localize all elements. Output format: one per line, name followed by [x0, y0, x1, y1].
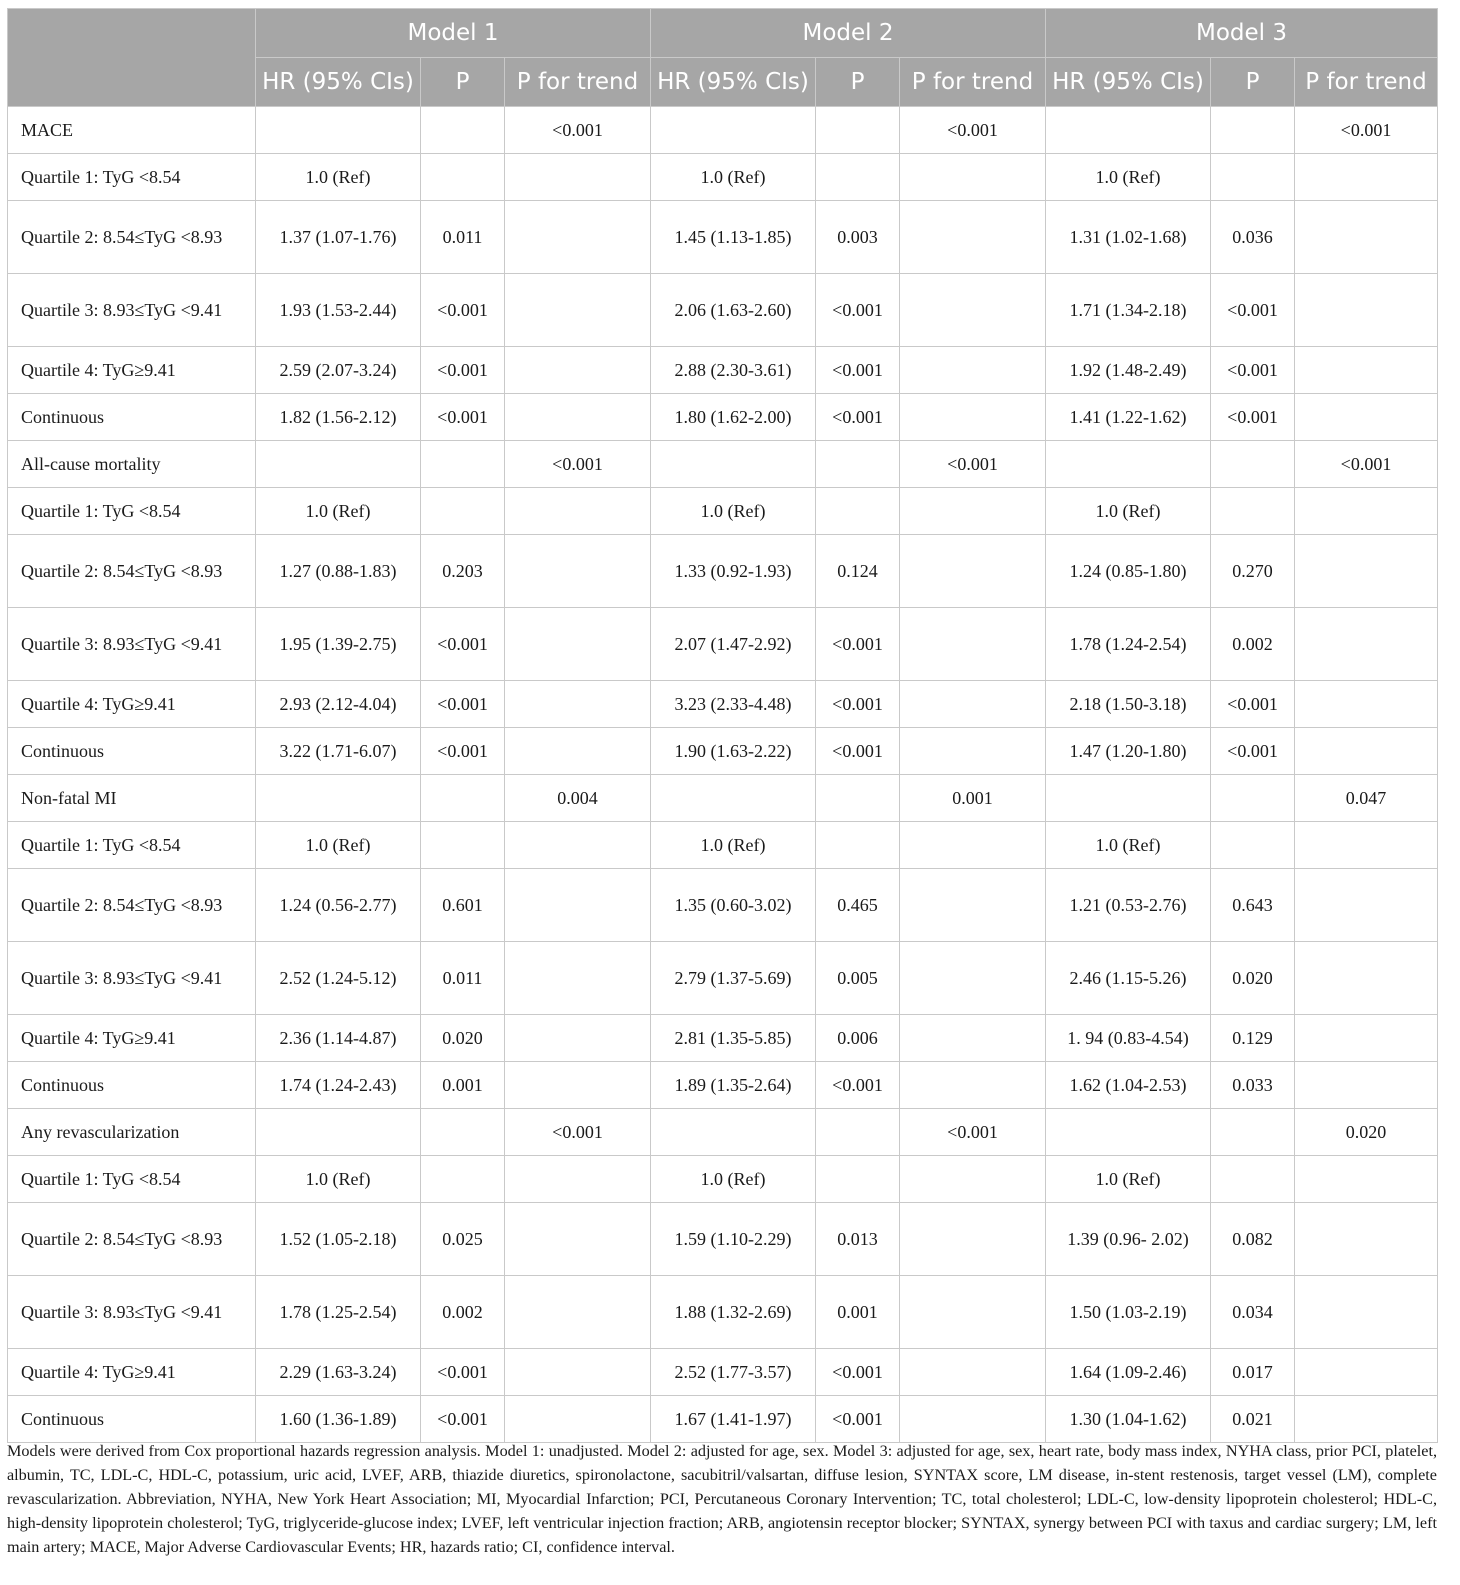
p-trend-cell — [505, 1203, 651, 1276]
p-trend-cell — [505, 1349, 651, 1396]
row-label: Quartile 2: 8.54≤TyG <8.93 — [8, 535, 256, 608]
p-value-cell: 0.034 — [1211, 1276, 1295, 1349]
hr-ci-cell: 1.92 (1.48-2.49) — [1046, 347, 1211, 394]
p-value-cell — [816, 107, 900, 154]
row-label: Quartile 3: 8.93≤TyG <9.41 — [8, 942, 256, 1015]
p-trend-cell — [505, 535, 651, 608]
row-label: Quartile 1: TyG <8.54 — [8, 488, 256, 535]
p-value-cell — [1211, 1109, 1295, 1156]
hr-ci-cell: 1.0 (Ref) — [256, 1156, 421, 1203]
p-trend-cell — [1295, 1203, 1438, 1276]
p-trend-cell — [900, 1276, 1046, 1349]
row-label-header — [8, 9, 256, 107]
p-value-cell — [1211, 822, 1295, 869]
p-value-cell — [421, 775, 505, 822]
hr-ci-cell: 1.88 (1.32-2.69) — [651, 1276, 816, 1349]
p-value-cell: 0.124 — [816, 535, 900, 608]
hr-ci-cell: 1.30 (1.04-1.62) — [1046, 1396, 1211, 1443]
p-value-cell: 0.082 — [1211, 1203, 1295, 1276]
hr-ci-cell: 1.0 (Ref) — [256, 154, 421, 201]
p-value-cell — [421, 1109, 505, 1156]
p-value-cell: <0.001 — [421, 1349, 505, 1396]
row-label: Any revascularization — [8, 1109, 256, 1156]
p-trend-cell — [505, 201, 651, 274]
hr-ci-cell: 1.39 (0.96- 2.02) — [1046, 1203, 1211, 1276]
p-value-cell: 0.011 — [421, 201, 505, 274]
p-value-cell — [421, 154, 505, 201]
p-value-cell — [421, 488, 505, 535]
hr-ci-cell — [256, 1109, 421, 1156]
row-label: Continuous — [8, 1396, 256, 1443]
hr-ci-cell: 1.0 (Ref) — [651, 1156, 816, 1203]
p-trend-cell — [1295, 154, 1438, 201]
hr-ci-cell: 1.95 (1.39-2.75) — [256, 608, 421, 681]
hr-ci-cell: 2.46 (1.15-5.26) — [1046, 942, 1211, 1015]
hazard-ratio-table — [7, 8, 1438, 1443]
table-row — [8, 201, 1438, 274]
table-row — [8, 608, 1438, 681]
model-header: Model 3 — [1046, 9, 1438, 58]
p-trend-cell: <0.001 — [505, 107, 651, 154]
p-trend-cell — [900, 1396, 1046, 1443]
hr-ci-cell: 2.18 (1.50-3.18) — [1046, 681, 1211, 728]
hr-ci-cell: 1.60 (1.36-1.89) — [256, 1396, 421, 1443]
table-row — [8, 1276, 1438, 1349]
p-trend-cell — [900, 1349, 1046, 1396]
row-label: Quartile 2: 8.54≤TyG <8.93 — [8, 201, 256, 274]
p-trend-cell — [1295, 201, 1438, 274]
p-value-cell: 0.025 — [421, 1203, 505, 1276]
hr-ci-cell: 1.21 (0.53-2.76) — [1046, 869, 1211, 942]
p-trend-cell: <0.001 — [505, 441, 651, 488]
p-value-cell: 0.013 — [816, 1203, 900, 1276]
hr-ci-cell: 1.59 (1.10-2.29) — [651, 1203, 816, 1276]
hr-ci-cell: 1.33 (0.92-1.93) — [651, 535, 816, 608]
p-trend-cell — [900, 942, 1046, 1015]
p-trend-cell: <0.001 — [900, 441, 1046, 488]
hr-ci-cell: 1.45 (1.13-1.85) — [651, 201, 816, 274]
hr-ci-cell: 1.27 (0.88-1.83) — [256, 535, 421, 608]
p-trend-cell: 0.001 — [900, 775, 1046, 822]
p-value-cell: 0.005 — [816, 942, 900, 1015]
hr-ci-cell: 1.62 (1.04-2.53) — [1046, 1062, 1211, 1109]
table-row — [8, 1156, 1438, 1203]
hr-ci-cell — [651, 775, 816, 822]
p-trend-cell — [900, 1015, 1046, 1062]
p-trend-cell — [1295, 942, 1438, 1015]
p-value-cell — [816, 1156, 900, 1203]
p-trend-cell: 0.047 — [1295, 775, 1438, 822]
p-value-cell: <0.001 — [421, 394, 505, 441]
row-label: Quartile 4: TyG≥9.41 — [8, 1349, 256, 1396]
hr-ci-cell: 2.93 (2.12-4.04) — [256, 681, 421, 728]
p-trend-cell — [1295, 1015, 1438, 1062]
p-value-cell: 0.002 — [421, 1276, 505, 1349]
row-label: Continuous — [8, 728, 256, 775]
table-row — [8, 869, 1438, 942]
p-trend-cell — [900, 535, 1046, 608]
table-row — [8, 1062, 1438, 1109]
p-trend-cell: <0.001 — [505, 1109, 651, 1156]
hr-ci-cell — [651, 1109, 816, 1156]
p-value-cell: <0.001 — [421, 1396, 505, 1443]
hr-ci-cell — [1046, 775, 1211, 822]
table-row — [8, 681, 1438, 728]
p-value-cell — [1211, 488, 1295, 535]
hr-ci-cell: 1.24 (0.56-2.77) — [256, 869, 421, 942]
p-trend-cell — [1295, 869, 1438, 942]
p-trend-header: P for trend — [505, 58, 651, 107]
p-value-cell: <0.001 — [1211, 274, 1295, 347]
row-label: Continuous — [8, 1062, 256, 1109]
hr-ci-cell — [1046, 107, 1211, 154]
p-trend-cell — [900, 394, 1046, 441]
hr-ci-header: HR (95% CIs) — [1046, 58, 1211, 107]
p-value-cell: 0.036 — [1211, 201, 1295, 274]
p-trend-cell — [1295, 488, 1438, 535]
p-value-cell — [1211, 775, 1295, 822]
p-trend-cell — [505, 1015, 651, 1062]
hr-ci-cell: 2.52 (1.77-3.57) — [651, 1349, 816, 1396]
table-body — [8, 107, 1438, 1443]
p-value-cell: <0.001 — [421, 681, 505, 728]
hr-ci-cell — [256, 441, 421, 488]
row-label: Quartile 4: TyG≥9.41 — [8, 347, 256, 394]
table-footnote: Models were derived from Cox proportional hazards regression analysis. Model 1: unadjusted. Model 2: adjusted for age, sex. Model 3: adjusted for age, sex, heart rate, body mass index, NYHA class, prior PCI, platelet, albumin, TC, LDL-C, HDL-C, potassium, uric acid, LVEF, ARB, thiazide diuretics, spironolactone, sacubitril/valsartan, diffuse lesion, SYNTAX score, LM disease, in-stent restenosis, target vessel (LM), complete revascularization. Abbreviation, NYHA, New York Heart Association; MI, Myocardial Infarction; PCI, Percutaneous Coronary Intervention; TC, total cholesterol; LDL-C, low-density lipoprotein cholesterol; HDL-C, high-density lipoprotein cholesterol; TyG, triglyceride-glucose index; LVEF, left ventricular injection fraction; ARB, angiotensin receptor blocker; SYNTAX, synergy between PCI with taxus and cardiac surgery; LM, left main artery; MACE, Major Adverse Cardiovascular Events; HR, hazards ratio; CI, confidence interval. — [7, 1442, 1437, 1556]
p-value-cell: <0.001 — [816, 1062, 900, 1109]
p-trend-cell — [1295, 1349, 1438, 1396]
hr-ci-cell: 2.07 (1.47-2.92) — [651, 608, 816, 681]
hr-ci-cell: 1.67 (1.41-1.97) — [651, 1396, 816, 1443]
table-row — [8, 441, 1438, 488]
p-trend-cell — [1295, 1156, 1438, 1203]
p-trend-cell — [505, 869, 651, 942]
model-header: Model 1 — [256, 9, 651, 58]
p-trend-cell — [1295, 535, 1438, 608]
hr-ci-cell: 1.82 (1.56-2.12) — [256, 394, 421, 441]
table-row — [8, 1203, 1438, 1276]
hr-ci-cell: 1.0 (Ref) — [256, 822, 421, 869]
hr-ci-cell: 2.06 (1.63-2.60) — [651, 274, 816, 347]
table-row — [8, 822, 1438, 869]
p-value-cell — [1211, 107, 1295, 154]
table-row — [8, 488, 1438, 535]
p-trend-cell — [1295, 681, 1438, 728]
p-trend-cell — [505, 1156, 651, 1203]
hr-ci-cell: 1.64 (1.09-2.46) — [1046, 1349, 1211, 1396]
p-trend-cell — [505, 728, 651, 775]
p-value-cell: 0.203 — [421, 535, 505, 608]
hr-ci-cell: 2.79 (1.37-5.69) — [651, 942, 816, 1015]
p-trend-cell — [505, 822, 651, 869]
hr-ci-cell: 1.41 (1.22-1.62) — [1046, 394, 1211, 441]
p-trend-cell — [505, 274, 651, 347]
p-trend-cell — [505, 1062, 651, 1109]
p-trend-header: P for trend — [900, 58, 1046, 107]
p-trend-cell — [900, 681, 1046, 728]
table-row — [8, 1015, 1438, 1062]
p-value-cell: <0.001 — [1211, 681, 1295, 728]
p-trend-cell — [505, 942, 651, 1015]
p-value-cell: 0.001 — [421, 1062, 505, 1109]
hr-ci-cell: 1.35 (0.60-3.02) — [651, 869, 816, 942]
p-value-cell: 0.465 — [816, 869, 900, 942]
p-value-cell: 0.021 — [1211, 1396, 1295, 1443]
row-label: Quartile 3: 8.93≤TyG <9.41 — [8, 274, 256, 347]
hr-ci-header: HR (95% CIs) — [256, 58, 421, 107]
p-header: P — [1211, 58, 1295, 107]
p-value-cell: 0.033 — [1211, 1062, 1295, 1109]
hr-ci-cell — [651, 441, 816, 488]
p-trend-cell — [505, 681, 651, 728]
hr-ci-cell: 1.37 (1.07-1.76) — [256, 201, 421, 274]
hr-ci-cell: 1.0 (Ref) — [1046, 488, 1211, 535]
table-row — [8, 775, 1438, 822]
table-row — [8, 1396, 1438, 1443]
hr-ci-cell — [256, 775, 421, 822]
hr-ci-cell: 1. 94 (0.83-4.54) — [1046, 1015, 1211, 1062]
p-value-cell: 0.017 — [1211, 1349, 1295, 1396]
row-label: Non-fatal MI — [8, 775, 256, 822]
p-trend-cell — [505, 154, 651, 201]
hr-ci-cell: 2.88 (2.30-3.61) — [651, 347, 816, 394]
p-value-cell: 0.001 — [816, 1276, 900, 1349]
model-header: Model 2 — [651, 9, 1046, 58]
table-row — [8, 274, 1438, 347]
hr-ci-header: HR (95% CIs) — [651, 58, 816, 107]
row-label: Quartile 4: TyG≥9.41 — [8, 1015, 256, 1062]
p-value-cell: <0.001 — [816, 728, 900, 775]
table-row — [8, 728, 1438, 775]
hr-ci-cell: 1.78 (1.25-2.54) — [256, 1276, 421, 1349]
p-value-cell — [816, 488, 900, 535]
model-header-row — [8, 9, 1438, 58]
table-row — [8, 394, 1438, 441]
hr-ci-cell: 1.0 (Ref) — [651, 154, 816, 201]
p-trend-cell — [900, 1203, 1046, 1276]
p-value-cell: <0.001 — [816, 681, 900, 728]
p-value-cell — [816, 822, 900, 869]
p-trend-cell — [1295, 1396, 1438, 1443]
p-trend-cell — [505, 1396, 651, 1443]
p-value-cell: 0.601 — [421, 869, 505, 942]
p-trend-cell — [1295, 822, 1438, 869]
p-value-cell: 0.020 — [1211, 942, 1295, 1015]
hr-ci-cell: 2.29 (1.63-3.24) — [256, 1349, 421, 1396]
p-trend-cell — [900, 822, 1046, 869]
results-table-container — [7, 8, 1437, 1443]
p-trend-cell — [900, 274, 1046, 347]
p-header: P — [421, 58, 505, 107]
p-value-cell — [816, 441, 900, 488]
p-trend-cell — [505, 347, 651, 394]
p-value-cell — [421, 1156, 505, 1203]
hr-ci-cell: 1.80 (1.62-2.00) — [651, 394, 816, 441]
p-trend-cell: 0.020 — [1295, 1109, 1438, 1156]
p-value-cell: <0.001 — [1211, 347, 1295, 394]
hr-ci-cell: 1.0 (Ref) — [651, 822, 816, 869]
p-trend-cell — [900, 608, 1046, 681]
p-trend-cell — [1295, 1062, 1438, 1109]
p-value-cell — [1211, 441, 1295, 488]
p-trend-cell — [505, 394, 651, 441]
p-trend-cell — [900, 488, 1046, 535]
p-trend-cell — [1295, 728, 1438, 775]
row-label: All-cause mortality — [8, 441, 256, 488]
row-label: Quartile 2: 8.54≤TyG <8.93 — [8, 869, 256, 942]
p-trend-cell — [900, 1062, 1046, 1109]
p-trend-cell — [900, 1156, 1046, 1203]
hr-ci-cell: 2.36 (1.14-4.87) — [256, 1015, 421, 1062]
hr-ci-cell: 1.0 (Ref) — [1046, 1156, 1211, 1203]
p-trend-cell: <0.001 — [1295, 441, 1438, 488]
p-value-cell: 0.129 — [1211, 1015, 1295, 1062]
p-value-cell: <0.001 — [421, 347, 505, 394]
hr-ci-cell: 1.0 (Ref) — [256, 488, 421, 535]
table-row — [8, 347, 1438, 394]
p-trend-cell — [900, 869, 1046, 942]
p-value-cell: <0.001 — [421, 274, 505, 347]
row-label: Quartile 1: TyG <8.54 — [8, 1156, 256, 1203]
p-value-cell: 0.006 — [816, 1015, 900, 1062]
hr-ci-cell: 1.93 (1.53-2.44) — [256, 274, 421, 347]
hr-ci-cell: 1.0 (Ref) — [651, 488, 816, 535]
p-value-cell: 0.003 — [816, 201, 900, 274]
hr-ci-cell: 1.0 (Ref) — [1046, 154, 1211, 201]
p-value-cell — [816, 154, 900, 201]
p-trend-cell — [1295, 608, 1438, 681]
row-label: Quartile 3: 8.93≤TyG <9.41 — [8, 1276, 256, 1349]
p-value-cell — [421, 822, 505, 869]
p-trend-cell — [1295, 1276, 1438, 1349]
p-value-cell: <0.001 — [816, 394, 900, 441]
p-value-cell: 0.020 — [421, 1015, 505, 1062]
p-value-cell: <0.001 — [421, 608, 505, 681]
row-label: Quartile 1: TyG <8.54 — [8, 154, 256, 201]
p-value-cell: <0.001 — [816, 274, 900, 347]
p-header: P — [816, 58, 900, 107]
p-value-cell — [1211, 154, 1295, 201]
p-trend-cell — [505, 1276, 651, 1349]
p-trend-cell — [900, 347, 1046, 394]
p-value-cell: <0.001 — [816, 347, 900, 394]
hr-ci-cell: 2.52 (1.24-5.12) — [256, 942, 421, 1015]
p-value-cell: 0.270 — [1211, 535, 1295, 608]
table-row — [8, 1349, 1438, 1396]
p-value-cell — [1211, 1156, 1295, 1203]
p-value-cell: <0.001 — [816, 1396, 900, 1443]
row-label: Quartile 4: TyG≥9.41 — [8, 681, 256, 728]
hr-ci-cell: 3.22 (1.71-6.07) — [256, 728, 421, 775]
p-trend-cell: 0.004 — [505, 775, 651, 822]
p-value-cell: 0.002 — [1211, 608, 1295, 681]
p-trend-header: P for trend — [1295, 58, 1438, 107]
p-value-cell: <0.001 — [1211, 728, 1295, 775]
p-value-cell — [421, 441, 505, 488]
row-label: Quartile 2: 8.54≤TyG <8.93 — [8, 1203, 256, 1276]
hr-ci-cell: 1.78 (1.24-2.54) — [1046, 608, 1211, 681]
p-trend-cell — [900, 728, 1046, 775]
p-trend-cell — [1295, 394, 1438, 441]
p-trend-cell — [1295, 274, 1438, 347]
p-trend-cell — [1295, 347, 1438, 394]
hr-ci-cell: 1.90 (1.63-2.22) — [651, 728, 816, 775]
hr-ci-cell: 3.23 (2.33-4.48) — [651, 681, 816, 728]
hr-ci-cell — [256, 107, 421, 154]
table-row — [8, 535, 1438, 608]
p-trend-cell: <0.001 — [1295, 107, 1438, 154]
p-value-cell: <0.001 — [421, 728, 505, 775]
hr-ci-cell: 1.50 (1.03-2.19) — [1046, 1276, 1211, 1349]
p-value-cell: 0.011 — [421, 942, 505, 1015]
p-value-cell — [816, 775, 900, 822]
hr-ci-cell: 1.24 (0.85-1.80) — [1046, 535, 1211, 608]
p-value-cell — [816, 1109, 900, 1156]
p-trend-cell: <0.001 — [900, 1109, 1046, 1156]
table-row — [8, 1109, 1438, 1156]
hr-ci-cell — [1046, 441, 1211, 488]
row-label: Quartile 3: 8.93≤TyG <9.41 — [8, 608, 256, 681]
p-trend-cell — [900, 154, 1046, 201]
p-value-cell: <0.001 — [816, 608, 900, 681]
p-trend-cell — [900, 201, 1046, 274]
hr-ci-cell: 1.71 (1.34-2.18) — [1046, 274, 1211, 347]
hr-ci-cell: 2.81 (1.35-5.85) — [651, 1015, 816, 1062]
row-label: Continuous — [8, 394, 256, 441]
p-value-cell: 0.643 — [1211, 869, 1295, 942]
hr-ci-cell: 1.89 (1.35-2.64) — [651, 1062, 816, 1109]
hr-ci-cell: 2.59 (2.07-3.24) — [256, 347, 421, 394]
table-row — [8, 942, 1438, 1015]
hr-ci-cell: 1.31 (1.02-1.68) — [1046, 201, 1211, 274]
p-value-cell: <0.001 — [1211, 394, 1295, 441]
p-value-cell: <0.001 — [816, 1349, 900, 1396]
p-value-cell — [421, 107, 505, 154]
row-label: MACE — [8, 107, 256, 154]
p-trend-cell — [505, 608, 651, 681]
hr-ci-cell — [651, 107, 816, 154]
hr-ci-cell: 1.74 (1.24-2.43) — [256, 1062, 421, 1109]
row-label: Quartile 1: TyG <8.54 — [8, 822, 256, 869]
hr-ci-cell: 1.47 (1.20-1.80) — [1046, 728, 1211, 775]
p-trend-cell — [505, 488, 651, 535]
hr-ci-cell: 1.52 (1.05-2.18) — [256, 1203, 421, 1276]
p-trend-cell: <0.001 — [900, 107, 1046, 154]
hr-ci-cell — [1046, 1109, 1211, 1156]
table-row — [8, 154, 1438, 201]
hr-ci-cell: 1.0 (Ref) — [1046, 822, 1211, 869]
table-row — [8, 107, 1438, 154]
